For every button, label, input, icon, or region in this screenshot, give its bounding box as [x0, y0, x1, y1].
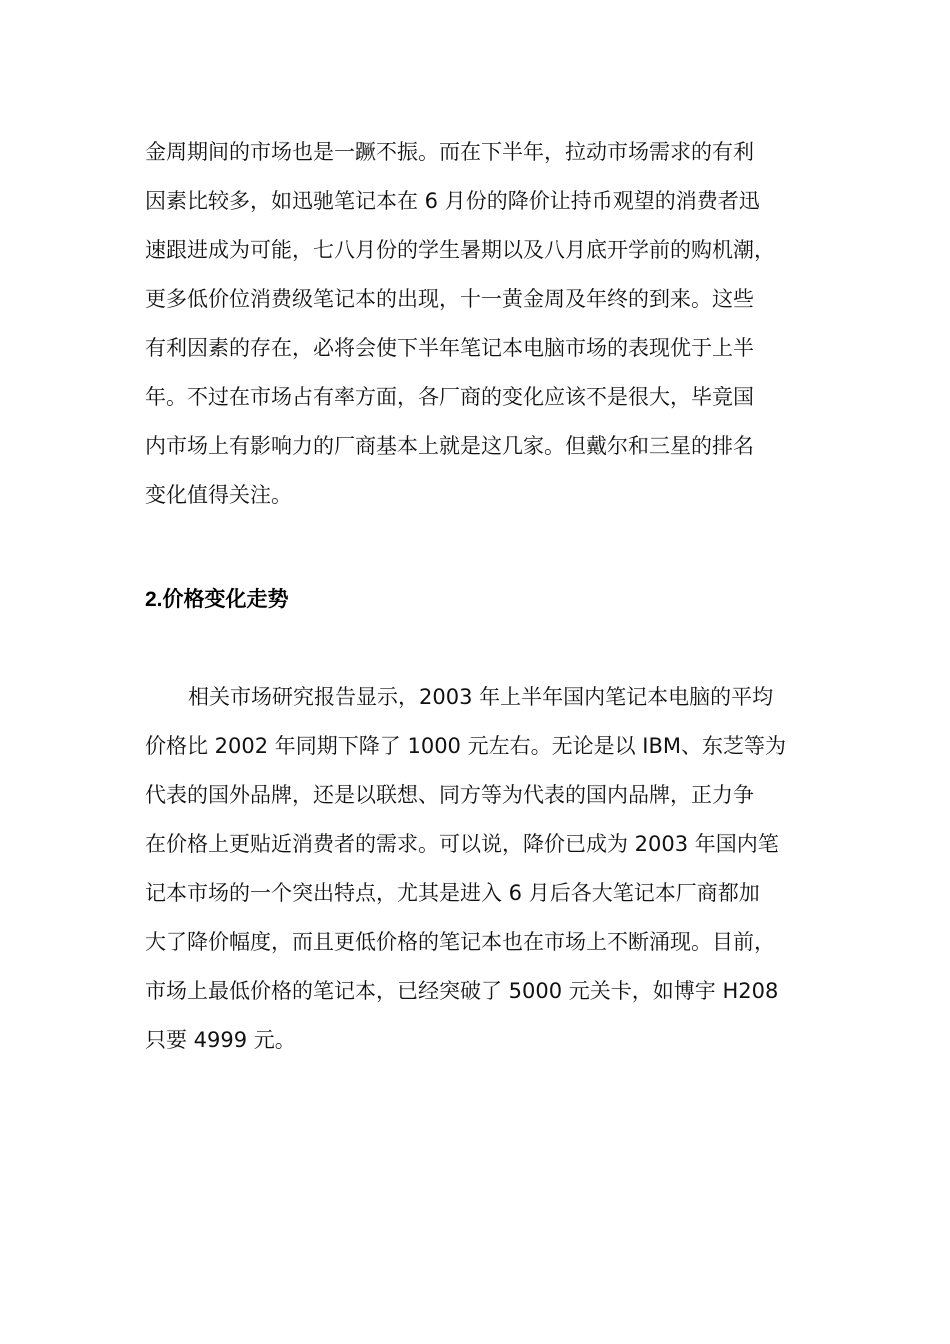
paragraph-line: 年。不过在市场占有率方面，各厂商的变化应该不是很大，毕竟国	[145, 385, 754, 409]
paragraph-line: 价格比 2002 年同期下降了 1000 元左右。无论是以 IBM、东芝等为	[145, 734, 786, 758]
paragraph-line: 相关市场研究报告显示，2003 年上半年国内笔记本电脑的平均	[188, 685, 774, 709]
paragraph-line: 记本市场的一个突出特点，尤其是进入 6 月后各大笔记本厂商都加	[145, 881, 760, 905]
paragraph-line: 市场上最低价格的笔记本，已经突破了 5000 元关卡，如博宇 H208	[145, 979, 779, 1003]
paragraph-line: 有利因素的存在，必将会使下半年笔记本电脑市场的表现优于上半	[145, 336, 754, 360]
section-heading: 2.价格变化走势	[145, 588, 289, 611]
paragraph-line: 速跟进成为可能，七八月份的学生暑期以及八月底开学前的购机潮，	[145, 238, 775, 262]
paragraph-line: 金周期间的市场也是一蹶不振。而在下半年，拉动市场需求的有利	[145, 140, 754, 164]
paragraph-line: 大了降价幅度，而且更低价格的笔记本也在市场上不断涌现。目前，	[145, 930, 775, 954]
paragraph-line: 代表的国外品牌，还是以联想、同方等为代表的国内品牌，正力争	[145, 783, 754, 807]
paragraph-line: 在价格上更贴近消费者的需求。可以说，降价已成为 2003 年国内笔	[145, 832, 779, 856]
paragraph-line: 变化值得关注。	[145, 483, 292, 507]
paragraph-line: 只要 4999 元。	[145, 1028, 296, 1052]
paragraph-line: 更多低价位消费级笔记本的出现，十一黄金周及年终的到来。这些	[145, 287, 754, 311]
paragraph-line: 因素比较多，如迅驰笔记本在 6 月份的降价让持币观望的消费者迅	[145, 189, 760, 213]
paragraph-line: 内市场上有影响力的厂商基本上就是这几家。但戴尔和三星的排名	[145, 434, 754, 458]
